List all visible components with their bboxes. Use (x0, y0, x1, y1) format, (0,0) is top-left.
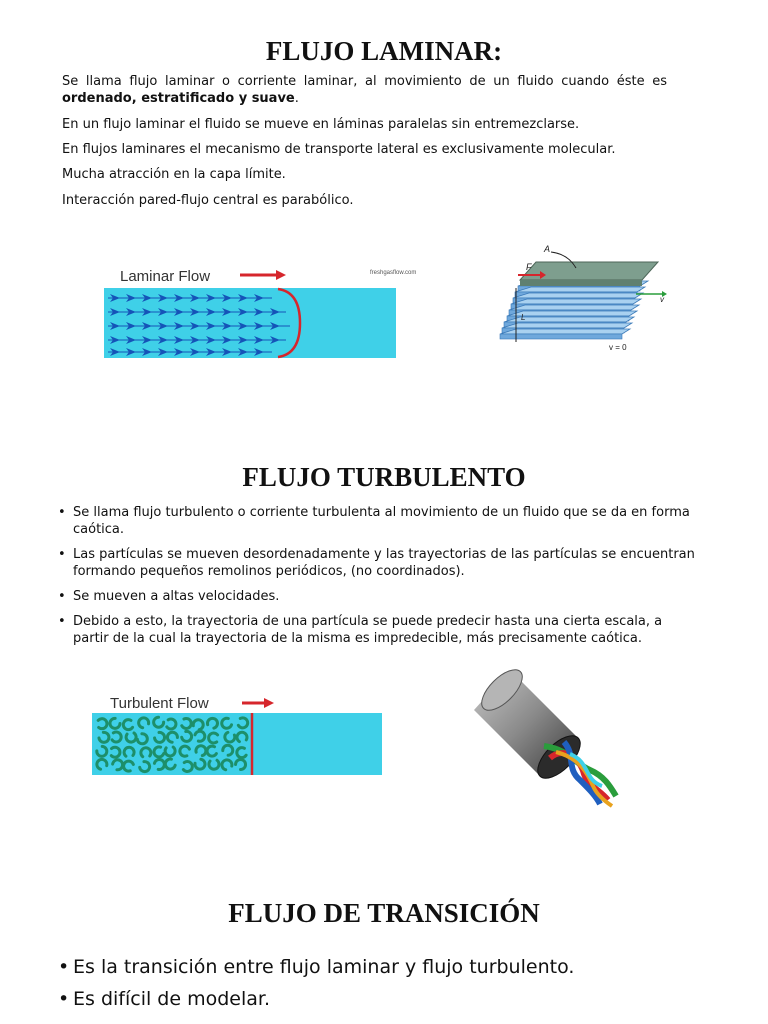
fluid-layer (511, 299, 641, 304)
laminar-line-1: En un flujo laminar el fluido se mueve en láminas paralelas sin entremezclarse. (62, 117, 580, 132)
laminar-plates-figure (496, 240, 672, 355)
transition-title: FLUJO DE TRANSICIÓN (228, 898, 540, 928)
label-v: v (660, 295, 664, 304)
fluid-layer (502, 323, 632, 328)
laminar-title: FLUJO LAMINAR: (265, 36, 503, 66)
laminar-line-4: Interacción pared-flujo central es parabólico. (62, 193, 354, 208)
fluid-layer (500, 329, 630, 334)
turbulent-pipe-3d-figure (480, 662, 630, 812)
laminar-intro-line2 (62, 90, 667, 107)
fluid-layer (515, 287, 645, 292)
list-item: • Se llama flujo turbulento o corriente turbulenta al movimiento de un fluido que se da en forma caótica. (58, 505, 690, 537)
laminar-line-3: Mucha atracción en la capa límite. (62, 167, 286, 182)
turbulent-bullets (58, 504, 698, 655)
list-item: • Es la transición entre flujo laminar y flujo turbulento. (58, 956, 575, 978)
label-a: A (544, 244, 551, 254)
laminar-intro-text: Se llama flujo laminar o corriente laminar, al movimiento de un fluido cuando éste es (62, 74, 667, 89)
top-plate-side (520, 280, 642, 286)
turbulent-flow-figure (88, 690, 386, 782)
turbulent-flow-label: Turbulent Flow (110, 695, 209, 712)
list-item: • Es difícil de modelar. (58, 988, 270, 1010)
fluid-layer (513, 293, 643, 298)
fluid-layers (500, 281, 648, 339)
laminar-intro-bold: ordenado, estratificado y suave (62, 91, 295, 106)
fluid-layer-side (500, 334, 622, 339)
figure-credit: freshgasflow.com (370, 270, 417, 276)
laminar-intro-end: . (294, 91, 299, 106)
direction-arrow-icon (240, 270, 286, 280)
fluid-layer (509, 305, 639, 310)
turbulent-pipe (92, 713, 382, 775)
direction-arrow-icon (242, 698, 274, 708)
turbulent-title: FLUJO TURBULENTO (242, 462, 526, 492)
list-item: • Debido a esto, la trayectoria de una partícula se puede predecir hasta una cierta escala, a partir de la cual la trayectoria de la misma es impredecible, más precisamente caótica. (58, 614, 663, 646)
laminar-intro (62, 73, 667, 90)
laminar-line-2: En flujos laminares el mecanismo de transporte lateral es exclusivamente molecular. (62, 142, 616, 157)
label-v0: v = 0 (609, 343, 627, 352)
laminar-flow-label: Laminar Flow (120, 268, 211, 285)
transition-bullets (58, 955, 738, 1019)
list-item: • Se mueven a altas velocidades. (58, 589, 280, 604)
fluid-layer (507, 311, 637, 316)
list-item: • Las partículas se mueven desordenadamente y las trayectorias de las partículas se encuentran formando pequeños remolinos periódicos, (no coordinados). (58, 547, 695, 579)
label-l: L (521, 313, 526, 322)
label-f: F (526, 262, 532, 272)
laminar-flow-figure (100, 262, 417, 362)
